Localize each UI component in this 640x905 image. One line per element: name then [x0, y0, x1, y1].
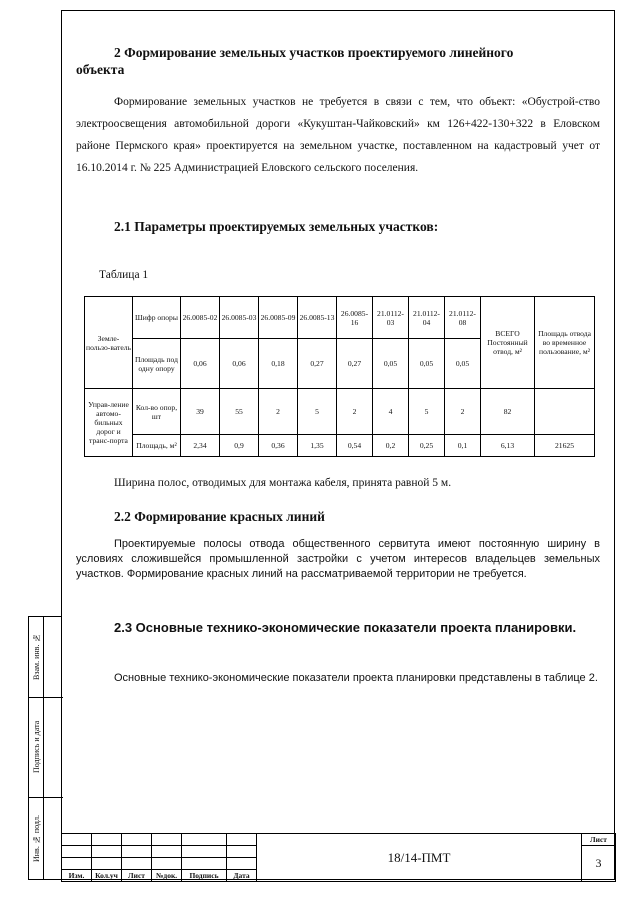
section-2-paragraph: Формирование земельных участков не требуется в связи с тем, что объект: «Обустрой-ство электроосвещения автомобильной дороги «Кукуштан-Чайковский» км 126+422-130+322 в Еловском районе Пермского края» проектируется на земельном участке, поставленном на кадастровый учет от 16.10.2014 г. № 225 Администрацией Еловского сельского поселения.	[76, 96, 600, 174]
original-inv-label: Инв. № подл.	[32, 815, 41, 863]
sheet-number: 3	[582, 846, 616, 882]
cable-note: Ширина полос, отводимых для монтажа кабеля, принята равной 5 м.	[114, 477, 452, 489]
count-cell: 5	[409, 389, 445, 435]
table-caption: Таблица 1	[99, 269, 149, 281]
signature-date-label: Подпись и дата	[32, 720, 41, 774]
area-cell: 1,35	[298, 435, 337, 457]
count-cell: 2	[259, 389, 298, 435]
temp-area-cell: 21625	[535, 435, 595, 457]
area-per-support-label: Площадь под одну опору	[133, 339, 181, 389]
section-2-3-title: 2.3 Основные технико-экономические показатели проекта планировки.	[114, 620, 577, 635]
count-label: Кол-во опор, шт	[133, 389, 181, 435]
col-list: Лист	[122, 870, 152, 882]
count-cell: 39	[181, 389, 220, 435]
total-header: ВСЕГО Постоянный отвод, м²	[481, 297, 535, 389]
area-per-support-cell: 0,05	[409, 339, 445, 389]
section-2-3-paragraph: Основные технико-экономические показатели проекта планировки представлены в таблице 2.	[114, 672, 598, 684]
code-cell: 21.0112-03	[373, 297, 409, 339]
count-cell: 4	[373, 389, 409, 435]
area-cell: 0,1	[445, 435, 481, 457]
area-cell: 0,9	[220, 435, 259, 457]
area-cell: 2,34	[181, 435, 220, 457]
title-block	[61, 833, 615, 880]
count-total-cell: 82	[481, 389, 535, 435]
section-2-2-paragraph: Проектируемые полосы отвода общественного сервитута имеют постоянную ширину в условиях сложившейся промышленной застройки с учетом интересов владельцев земельных участков. Формирование красных линий на рассматриваемой территории не требуется.	[76, 538, 600, 580]
binding-strip	[28, 616, 62, 880]
col-koluch: Кол.уч	[92, 870, 122, 882]
temp-area-header: Площадь отвода во временное пользование, м²	[535, 297, 595, 389]
code-cell: 26.0085-03	[220, 297, 259, 339]
col-podpis: Подпись	[182, 870, 227, 882]
col-ndok: №док.	[152, 870, 182, 882]
land-plots-table	[84, 296, 595, 457]
area-per-support-cell: 0,27	[298, 339, 337, 389]
area-per-support-cell: 0,06	[181, 339, 220, 389]
count-cell: 2	[445, 389, 481, 435]
land-user-cell: Управ-ление автомо-бильных дорог и транс-порта	[85, 389, 133, 457]
area-cell: 0,54	[337, 435, 373, 457]
section-2-2-title: 2.2 Формирование красных линий	[114, 509, 325, 524]
document-code: 18/14-ПМТ	[257, 834, 582, 882]
code-cell: 21.0112-04	[409, 297, 445, 339]
section-2-1-title: 2.1 Параметры проектируемых земельных участков:	[114, 219, 439, 234]
code-header: Шифр опоры	[133, 297, 181, 339]
count-cell: 55	[220, 389, 259, 435]
area-total-cell: 6,13	[481, 435, 535, 457]
area-label: Площадь, м²	[133, 435, 181, 457]
area-per-support-cell: 0,05	[373, 339, 409, 389]
sheet-label: Лист	[582, 834, 616, 846]
section-2-title: 2 Формирование земельных участков проектируемого линейного объекта	[76, 45, 514, 77]
area-per-support-cell: 0,06	[220, 339, 259, 389]
area-per-support-cell: 0,27	[337, 339, 373, 389]
col-data: Дата	[227, 870, 257, 882]
area-cell: 0,25	[409, 435, 445, 457]
count-cell: 5	[298, 389, 337, 435]
code-cell: 26.0085-09	[259, 297, 298, 339]
area-cell: 0,36	[259, 435, 298, 457]
area-per-support-cell: 0,18	[259, 339, 298, 389]
code-cell: 26.0085-16	[337, 297, 373, 339]
count-cell: 2	[337, 389, 373, 435]
replacement-inv-label: Взам. инв. №	[32, 633, 41, 681]
code-cell: 26.0085-13	[298, 297, 337, 339]
land-user-header: Земле-пользо-ватель	[85, 297, 133, 389]
area-cell: 0,2	[373, 435, 409, 457]
empty-cell	[535, 389, 595, 435]
area-per-support-cell: 0,05	[445, 339, 481, 389]
code-cell: 26.0085-02	[181, 297, 220, 339]
col-izm: Изм.	[62, 870, 92, 882]
code-cell: 21.0112-08	[445, 297, 481, 339]
